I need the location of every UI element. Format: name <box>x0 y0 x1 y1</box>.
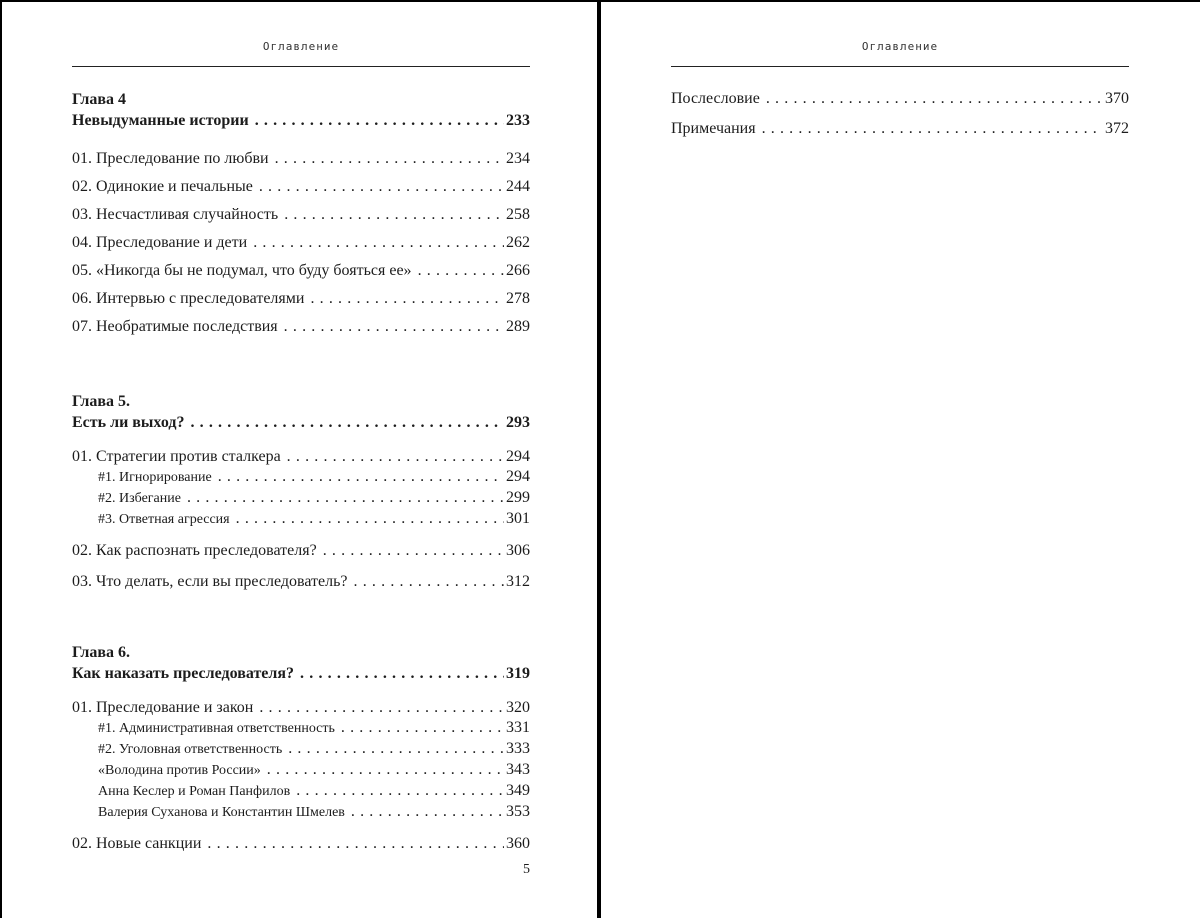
page-ref: 333 <box>506 740 530 757</box>
leader-dots <box>284 313 504 341</box>
leader-dots <box>296 781 504 801</box>
page-ref: 233 <box>506 112 530 129</box>
page-ref: 319 <box>506 665 530 682</box>
page-ref: 289 <box>506 318 530 335</box>
page-ref: 306 <box>506 542 530 559</box>
page-ref: 370 <box>1105 90 1129 107</box>
page-ref: 294 <box>506 468 530 485</box>
book-spine-divider <box>597 0 601 918</box>
entry-title: 03. Несчастливая случайность <box>72 206 279 223</box>
entry-group <box>72 145 530 341</box>
leader-dots <box>762 119 1103 139</box>
page-ref: 301 <box>506 510 530 527</box>
page-ref: 360 <box>506 835 530 852</box>
leader-dots <box>310 285 504 313</box>
leader-dots <box>323 541 504 561</box>
chapter-block <box>72 391 530 592</box>
leader-dots <box>351 802 504 822</box>
entry-group <box>72 447 530 592</box>
running-head-right: Оглавление <box>861 40 939 53</box>
leader-dots <box>284 201 504 229</box>
toc-entry[interactable] <box>72 313 530 341</box>
toc-subentry[interactable] <box>72 781 530 802</box>
chapter-label: Глава 6. <box>72 644 130 661</box>
page-ref: 234 <box>506 150 530 167</box>
leader-dots <box>354 572 504 592</box>
leader-dots <box>187 488 504 508</box>
leader-dots <box>236 509 504 529</box>
chapter-title-row[interactable] <box>72 110 530 131</box>
toc-entry[interactable] <box>72 285 530 313</box>
leader-dots <box>190 412 504 433</box>
entry-title: Валерия Суханова и Константин Шмелев <box>98 805 345 820</box>
entry-title: #1. Игнорирование <box>98 470 212 485</box>
page-ref: 262 <box>506 234 530 251</box>
entry-title: Послесловие <box>671 90 760 107</box>
toc-subentry[interactable] <box>72 802 530 823</box>
leader-dots <box>341 718 504 738</box>
left-page <box>72 0 530 918</box>
running-head-left: Оглавление <box>262 40 340 53</box>
chapter-block <box>72 89 530 341</box>
toc-entry[interactable] <box>72 698 530 718</box>
entry-title: 02. Новые санкции <box>72 835 202 852</box>
entry-title: 07. Необратимые последствия <box>72 318 278 335</box>
toc-entry[interactable] <box>72 834 530 854</box>
page-ref: 343 <box>506 761 530 778</box>
entry-title: 01. Преследование по любви <box>72 150 269 167</box>
header-rule-left <box>72 66 530 67</box>
leader-dots <box>259 698 504 718</box>
page-ref: 244 <box>506 178 530 195</box>
toc-entry[interactable] <box>671 119 1129 139</box>
chapter-title: Невыдуманные истории <box>72 112 249 129</box>
header-rule-right <box>671 66 1129 67</box>
chapter-label: Глава 5. <box>72 393 130 410</box>
page-ref: 293 <box>506 414 530 431</box>
page-ref: 349 <box>506 782 530 799</box>
toc-subentry[interactable] <box>72 488 530 509</box>
right-page <box>671 0 1129 918</box>
leader-dots <box>418 257 504 285</box>
entry-title: #1. Административная ответственность <box>98 721 335 736</box>
leader-dots <box>287 447 504 467</box>
toc-right <box>671 89 1129 149</box>
page-left-border <box>0 0 2 918</box>
leader-dots <box>288 739 504 759</box>
toc-entry[interactable] <box>72 257 530 285</box>
leader-dots <box>300 663 504 684</box>
chapter-title: Есть ли выход? <box>72 414 185 431</box>
entry-title: 02. Как распознать преследователя? <box>72 542 317 559</box>
leader-dots <box>255 110 504 131</box>
entry-title: «Володина против России» <box>98 763 261 778</box>
entry-title: 03. Что делать, если вы преследователь? <box>72 573 348 590</box>
toc-entry[interactable] <box>72 572 530 592</box>
chapter-title-row[interactable] <box>72 412 530 433</box>
entry-title: #2. Уголовная ответственность <box>98 742 283 757</box>
chapter-title: Как наказать преследователя? <box>72 665 295 682</box>
page-number: 5 <box>523 862 530 877</box>
page-ref: 294 <box>506 448 530 465</box>
entry-title: #2. Избегание <box>98 491 181 506</box>
toc-entry[interactable] <box>72 173 530 201</box>
entry-title: 05. «Никогда бы не подумал, что буду бояться ее» <box>72 262 412 279</box>
chapter-title-row[interactable] <box>72 663 530 684</box>
leader-dots <box>766 89 1103 109</box>
entry-title: 02. Одинокие и печальные <box>72 178 253 195</box>
leader-dots <box>259 173 504 201</box>
toc-entry[interactable] <box>72 229 530 257</box>
toc-left <box>72 89 530 854</box>
leader-dots <box>207 834 504 854</box>
toc-entry[interactable] <box>72 541 530 561</box>
toc-subentry[interactable] <box>72 739 530 760</box>
entry-title: #3. Ответная агрессия <box>98 512 230 527</box>
toc-subentry[interactable] <box>72 718 530 739</box>
page-ref: 266 <box>506 262 530 279</box>
entry-title: Анна Кеслер и Роман Панфилов <box>98 784 291 799</box>
page-ref: 353 <box>506 803 530 820</box>
page-ref: 320 <box>506 699 530 716</box>
toc-subentry[interactable] <box>72 509 530 530</box>
entry-title: 01. Стратегии против сталкера <box>72 448 281 465</box>
entry-title: 06. Интервью с преследователями <box>72 290 305 307</box>
entry-title: 04. Преследование и дети <box>72 234 248 251</box>
leader-dots <box>218 467 504 487</box>
page-ref: 258 <box>506 206 530 223</box>
page-ref: 299 <box>506 489 530 506</box>
chapter-block <box>72 642 530 854</box>
page-ref: 331 <box>506 719 530 736</box>
toc-subentry[interactable] <box>72 467 530 488</box>
toc-subentry[interactable] <box>72 760 530 781</box>
entry-title: 01. Преследование и закон <box>72 699 254 716</box>
page-ref: 312 <box>506 573 530 590</box>
chapter-label: Глава 4 <box>72 91 126 108</box>
toc-entry[interactable] <box>72 201 530 229</box>
page-ref: 278 <box>506 290 530 307</box>
toc-entry[interactable] <box>671 89 1129 109</box>
toc-entry[interactable] <box>72 447 530 467</box>
leader-dots <box>267 760 504 780</box>
leader-dots <box>253 229 504 257</box>
leader-dots <box>275 145 504 173</box>
toc-entry[interactable] <box>72 145 530 173</box>
entry-group <box>72 698 530 854</box>
entry-title: Примечания <box>671 120 756 137</box>
page-ref: 372 <box>1105 120 1129 137</box>
